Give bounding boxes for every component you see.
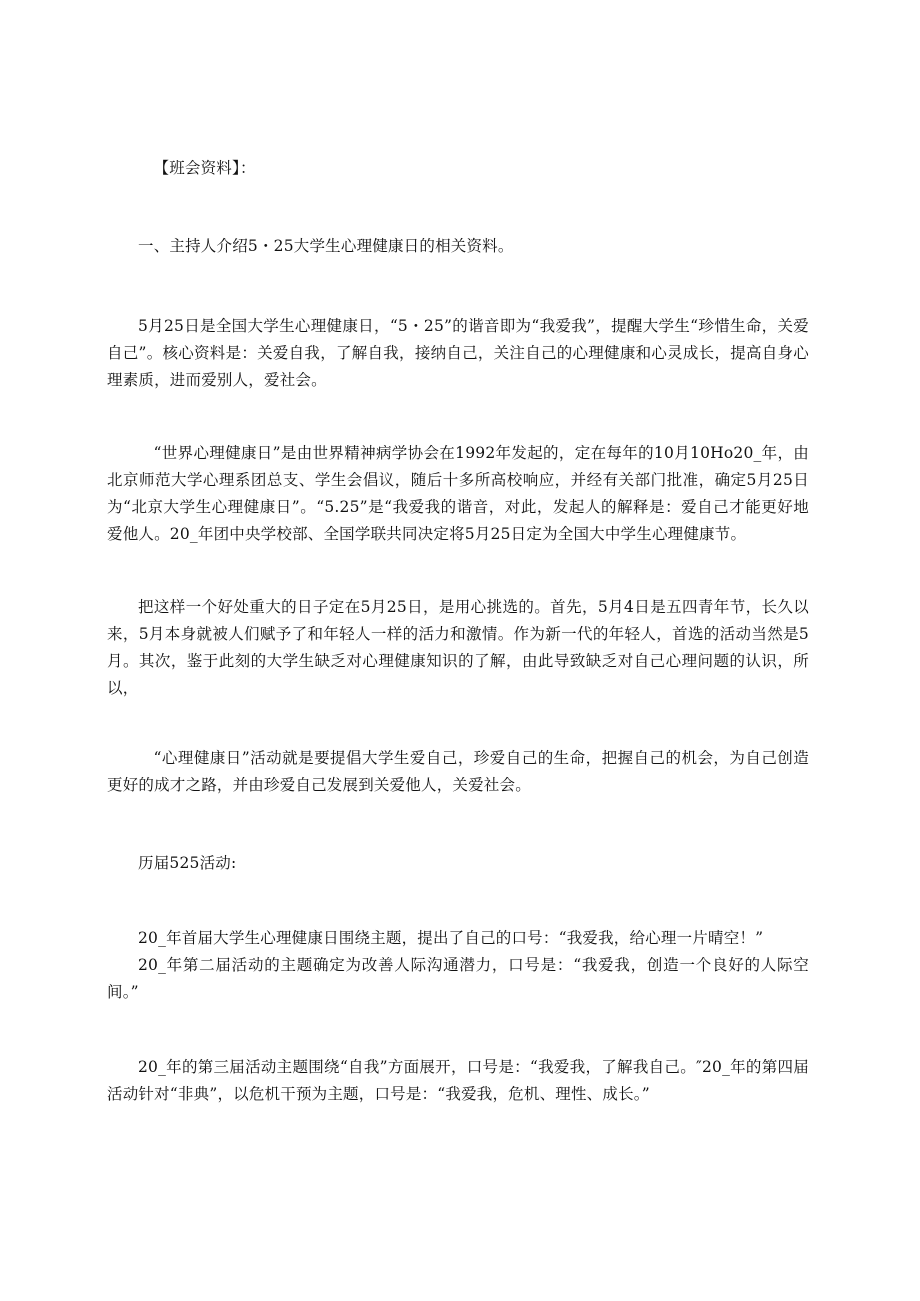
paragraph-5 — [107, 925, 809, 1006]
paragraph-3-text: 把这样一个好处重大的日子定在5月25日，是用心挑选的。首先，5月4日是五四青年节，长久以来，5月本身就被人们赋予了和年轻人一样的活力和激情。作为新一代的年轻人，首选的活动当然是5月。其次，鉴于此刻的大学生缺乏对心理健康知识的了解，由此导致缺乏对自己心理问题的认识，所以， — [107, 598, 809, 697]
paragraph-6 — [107, 1054, 809, 1108]
paragraph-5-line-1: 20_年首届大学生心理健康日围绕主题，提出了自己的口号：“我爱我，给心理一片晴空！” — [138, 929, 764, 947]
paragraph-4 — [107, 745, 809, 799]
heading-block — [107, 155, 809, 182]
history-title: 历届525活动: — [138, 854, 237, 872]
section1-block — [107, 233, 809, 260]
paragraph-4-text: “心理健康日”活动就是要提倡大学生爱自己，珍爱自己的生命，把握自己的机会，为自己创造更好的成才之路，并由珍爱自己发展到关爱他人，关爱社会。 — [107, 749, 809, 794]
section1-title: 一、主持人介绍5・25大学生心理健康日的相关资料。 — [138, 237, 514, 255]
paragraph-2 — [107, 440, 809, 548]
paragraph-5-line-2: 20_年第二届活动的主题确定为改善人际沟通潜力，口号是：“我爱我，创造一个良好的人际空间。” — [107, 956, 809, 1001]
paragraph-1 — [107, 313, 809, 394]
class-meeting-heading: 【班会资料】： — [153, 159, 256, 177]
paragraph-3 — [107, 594, 809, 702]
paragraph-1-text: 5月25日是全国大学生心理健康日，“5・25”的谐音即为“我爱我”，提醒大学生“珍惜生命，关爱自己”。核心资料是：关爱自我，了解自我，接纳自己，关注自己的心理健康和心灵成长，提高自身心理素质，进而爱别人，爱社会。 — [107, 317, 809, 389]
paragraph-2-text: “世界心理健康日”是由世界精神病学协会在1992年发起的，定在每年的10月10Ho20_年，由北京师范大学心理系团总支、学生会倡议，随后十多所高校响应，并经有关部门批准，确定5月25日为“北京大学生心理健康日”。“5.25”是“我爱我的谐音，对此，发起人的解释是：爱自己才能更好地爱他人。20_年团中央学校部、全国学联共同决定将5月25日定为全国大中学生心理健康节。 — [107, 444, 809, 543]
history-block — [107, 850, 809, 877]
paragraph-6-text: 20_年的第三届活动主题围绕“自我”方面展开，口号是：“我爱我，了解我自己。″20_年的第四届活动针对“非典”，以危机干预为主题，口号是：“我爱我，危机、理性、成长。” — [107, 1058, 809, 1103]
